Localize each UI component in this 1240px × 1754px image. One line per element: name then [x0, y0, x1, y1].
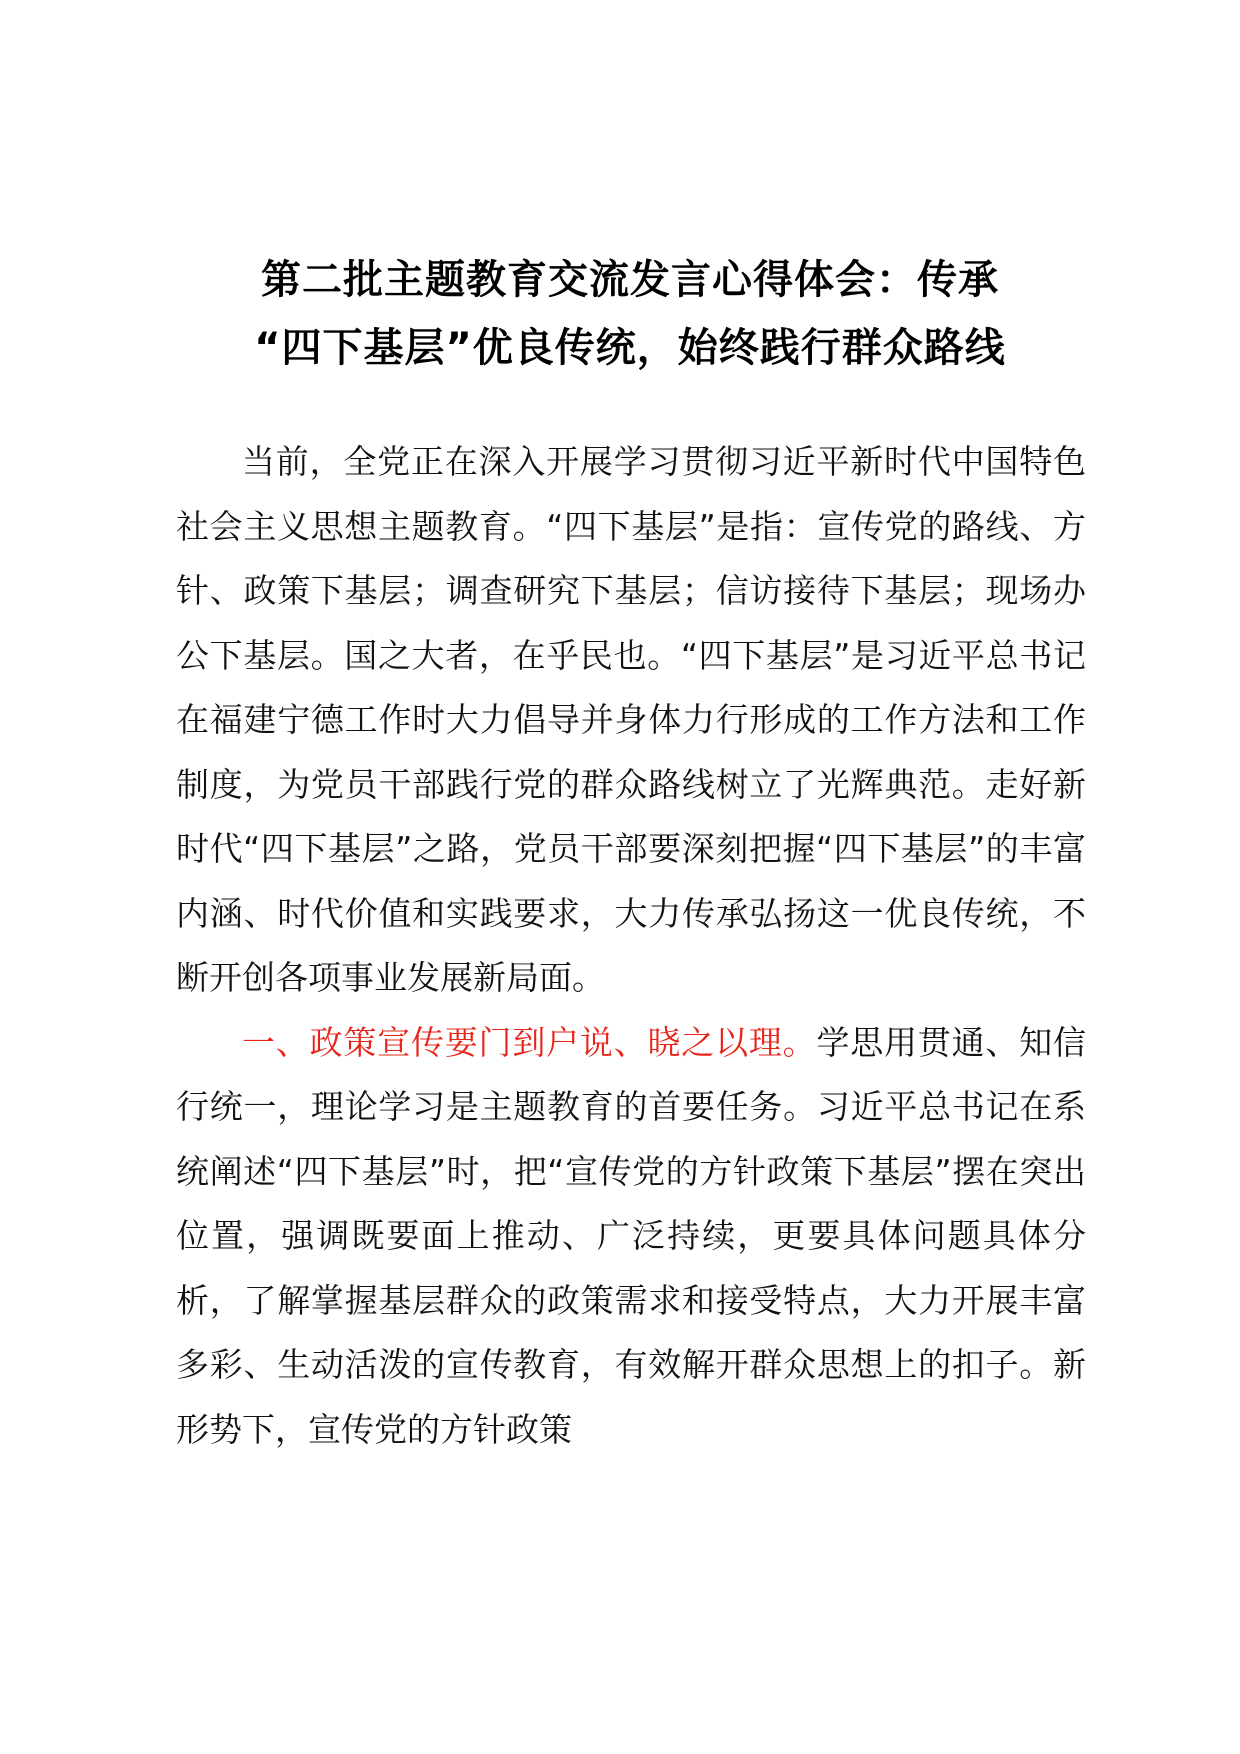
paragraph-intro [176, 430, 1086, 1011]
paragraph-section-one [176, 1011, 1086, 1463]
title-line-2: “四下基层”优良传统，始终践行群众路线 [254, 325, 1006, 371]
paragraph-intro-text: 当前，全党正在深入开展学习贯彻习近平新时代中国特色社会主义思想主题教育。“四下基层”是指：宣传党的路线、方针、政策下基层；调查研究下基层；信访接待下基层；现场办公下基层。国之大者，在乎民也。“四下基层”是习近平总书记在福建宁德工作时大力倡导并身体力行形成的工作方法和工作制度，为党员干部践行党的群众路线树立了光辉典范。走好新时代“四下基层”之路，党员干部要深刻把握“四下基层”的丰富内涵、时代价值和实践要求，大力传承弘扬这一优良传统，不断开创各项事业发展新局面。 [176, 442, 1086, 997]
section-one-text: 学思用贯通、知信行统一，理论学习是主题教育的首要任务。习近平总书记在系统阐述“四下基层”时，把“宣传党的方针政策下基层”摆在突出位置，强调既要面上推动、广泛持续，更要具体问题具体分析，了解掌握基层群众的政策需求和接受特点，大力开展丰富多彩、生动活泼的宣传教育，有效解开群众思想上的扣子。新形势下，宣传党的方针政策 [176, 1022, 1087, 1449]
document-title [160, 246, 1100, 382]
section-one-heading: 一、政策宣传要门到户说、晓之以理。 [242, 1022, 817, 1062]
title-line-1: 第二批主题教育交流发言心得体会：传承 [261, 257, 999, 303]
document-body [176, 430, 1086, 1462]
